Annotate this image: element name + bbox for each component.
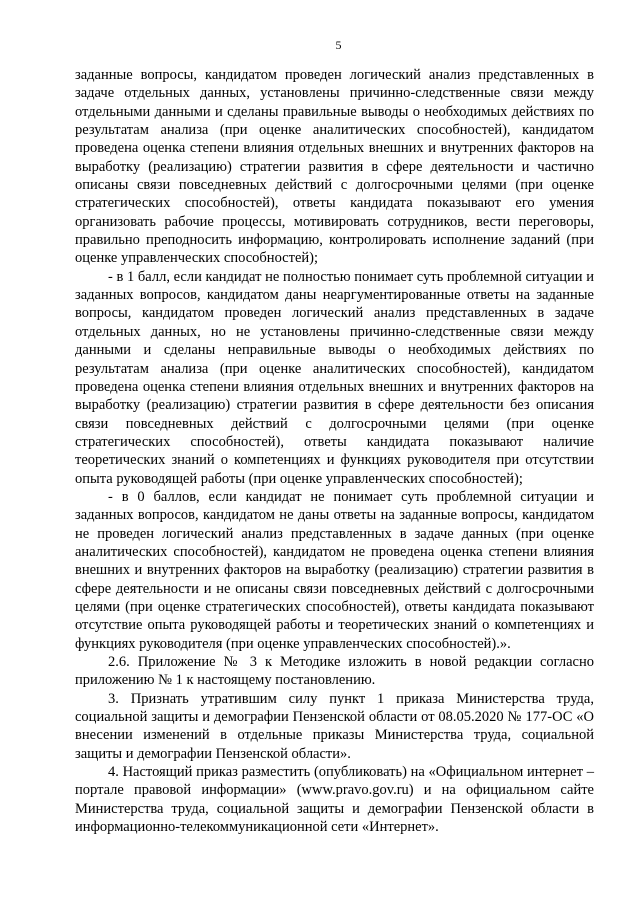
paragraph-3: 3. Признать утратившим силу пункт 1 приказа Министерства труда, социальной защиты и демографии Пензенской области от 08.05.2020 № 177-ОС «О внесении изменений в отдельные приказы Министерства труда, социальной защиты и демографии Пензенской области».	[75, 690, 594, 762]
paragraph-score-0: - в 0 баллов, если кандидат не понимает суть проблемной ситуации и заданных вопросов, кандидатом не даны ответы на заданные вопросы, кандидатом не проведен логический анализ представленных в задаче данных (при оценке аналитических способностей), кандидатом не проведена оценка степени влияния внешних и внутренних факторов на выработку (реализацию) стратегии развития в сфере деятельности и не описаны связи повседневных действий с долгосрочными целями (при оценке стратегических способностей), ответы кандидата показывают отсутствие опыта руководящей работы и теоретических знаний о компетенциях и функциях руководителя (при оценке управленческих способностей).».	[75, 488, 594, 652]
paragraph-score-1: - в 1 балл, если кандидат не полностью понимает суть проблемной ситуации и заданных вопросов, кандидатом даны неаргументированные ответы на заданные вопросы, кандидатом проведен логический анализ представленных в задаче отдельных данных, но не установлены причинно-следственные связи между данными и сделаны неправильные выводы о необходимых действиях по результатам анализа (при оценке аналитических способностей), кандидатом проведена оценка степени влияния отдельных внешних и внутренних факторов на выработку (реализацию) стратегии развития в сфере деятельности без описания связи повседневных действий с долгосрочными целями (при оценке стратегических способностей), ответы кандидата показывают наличие теоретических знаний о компетенциях и функциях руководителя при отсутствии опыта руководящей работы (при оценке управленческих способностей);	[75, 268, 594, 487]
paragraph-4: 4. Настоящий приказ разместить (опубликовать) на «Официальном интернет – портале правовой информации» (www.pravo.gov.ru) и на официальном сайте Министерства труда, социальной защиты и демографии Пензенской области в информационно-телекоммуникационной сети «Интернет».	[75, 764, 594, 836]
page-number: 5	[335, 38, 342, 52]
paragraph-continuation: заданные вопросы, кандидатом проведен логический анализ представленных в задаче отдельных данных, установлены причинно-следственные связи между отдельными данными и сделаны правильные выводы о необходимых действиях по результатам анализа (при оценке аналитических способностей), кандидатом проведена оценка степени влияния отдельных внешних и внутренних факторов на выработку (реализацию) стратегии развития в сфере деятельности и частично описаны связи повседневных действий с долгосрочными целями (при оценке стратегических способностей), ответы кандидата показывают его умения организовать рабочие процессы, мотивировать сотрудников, вести переговоры, правильно преподносить информацию, контролировать исполнение заданий (при оценке управленческих способностей);	[75, 67, 594, 267]
paragraph-2-6: 2.6. Приложение № 3 к Методике изложить в новой редакции согласно приложению № 1 к настоящему постановлению.	[75, 654, 594, 689]
